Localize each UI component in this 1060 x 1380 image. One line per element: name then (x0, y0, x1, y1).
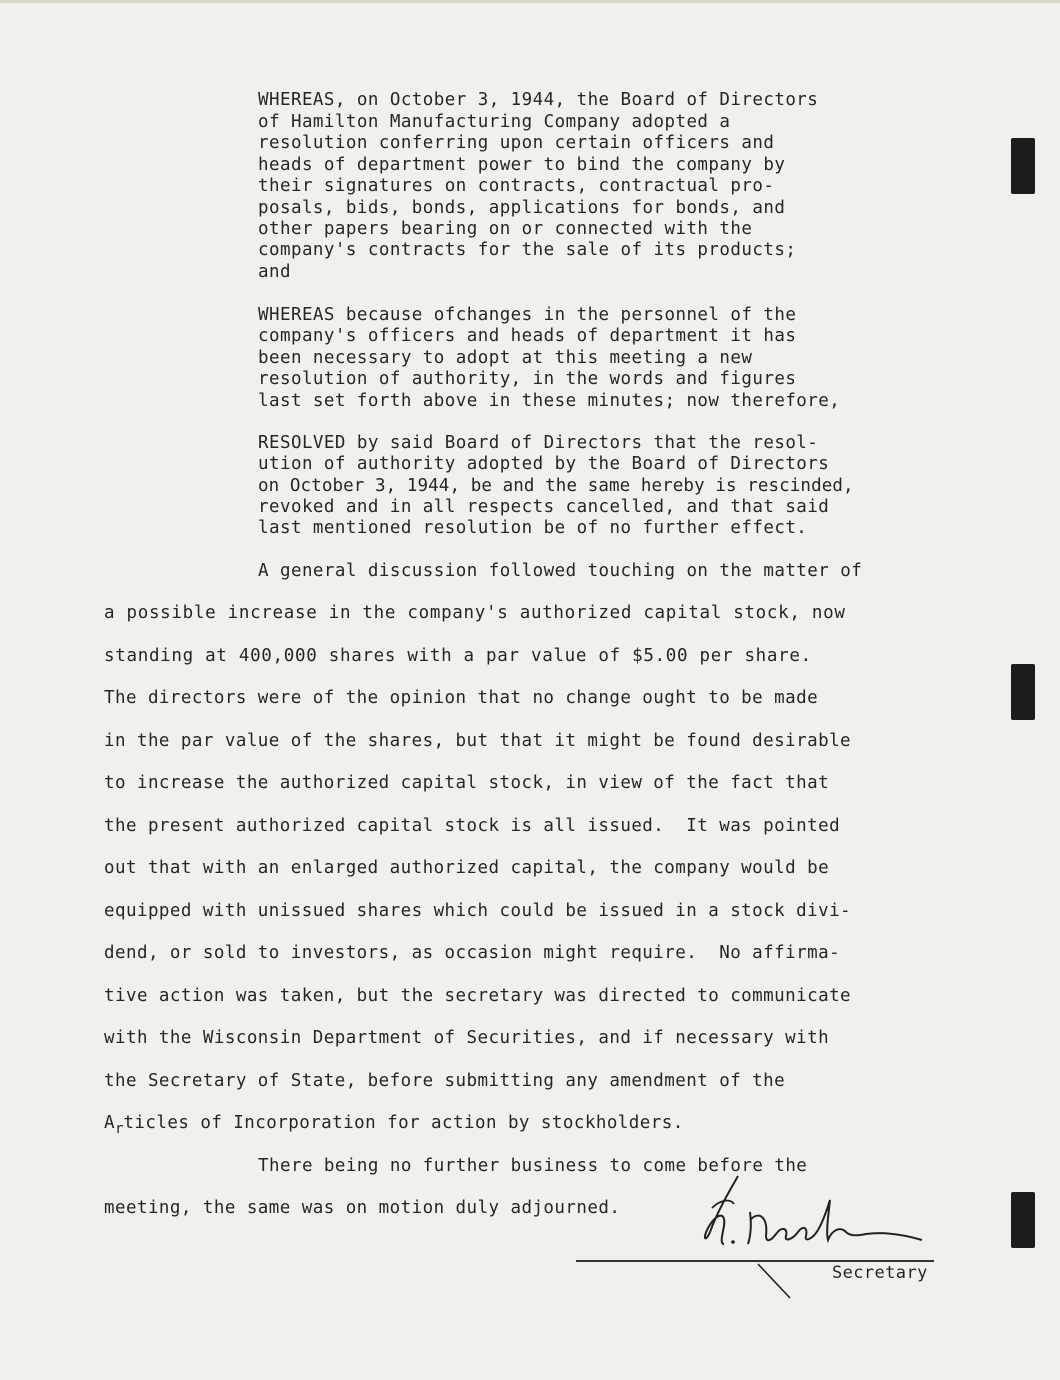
text-line: on October 3, 1944, be and the same hereby is rescinded, (258, 476, 854, 496)
text-line: been necessary to adopt at this meeting a new (258, 348, 753, 368)
margin-mark (1011, 1192, 1035, 1248)
text-line: A general discussion followed touching on the matter of (258, 561, 863, 581)
text-line: last set forth above in these minutes; now therefore, (258, 391, 841, 411)
text-line: RESOLVED by said Board of Directors that the resol- (258, 433, 819, 453)
text-line: WHEREAS, on October 3, 1944, the Board of Directors (258, 90, 819, 110)
text-line: standing at 400,000 shares with a par value of $5.00 per share. (104, 646, 812, 666)
margin-mark (1011, 664, 1035, 720)
typo-subscript: r (115, 1121, 124, 1137)
text-line: to increase the authorized capital stock, in view of the fact that (104, 773, 830, 793)
text-line: resolution of authority, in the words and figures (258, 369, 797, 389)
signature-line (576, 1260, 934, 1262)
text-line: posals, bids, bonds, applications for bonds, and (258, 198, 786, 218)
text-line: and (258, 262, 291, 282)
text-line: last mentioned resolution be of no further effect. (258, 518, 808, 538)
text-line: The directors were of the opinion that no change ought to be made (104, 688, 819, 708)
text-line: other papers bearing on or connected with the (258, 219, 753, 239)
text-fragment: A (104, 1113, 115, 1133)
text-line: with the Wisconsin Department of Securities, and if necessary with (104, 1028, 830, 1048)
text-line: heads of department power to bind the company by (258, 155, 786, 175)
secretary-signature (690, 1170, 950, 1310)
text-fragment: ticles of Incorporation for action by stockholders. (123, 1113, 684, 1133)
text-line: company's contracts for the sale of its products; (258, 240, 797, 260)
text-line: resolution conferring upon certain officers and (258, 133, 775, 153)
text-line (104, 1113, 684, 1137)
text-line: their signatures on contracts, contractual pro- (258, 176, 775, 196)
text-line: the present authorized capital stock is all issued. It was pointed (104, 816, 841, 836)
text-line: revoked and in all respects cancelled, and that said (258, 497, 830, 517)
secretary-label: Secretary (832, 1263, 928, 1283)
text-line: There being no further business to come before the (258, 1156, 808, 1176)
text-line: out that with an enlarged authorized capital, the company would be (104, 858, 830, 878)
text-line: WHEREAS because ofchanges in the personnel of the (258, 305, 797, 325)
margin-mark (1011, 138, 1035, 194)
text-line: ution of authority adopted by the Board of Directors (258, 454, 830, 474)
text-line: company's officers and heads of department it has (258, 326, 797, 346)
text-line: in the par value of the shares, but that it might be found desirable (104, 731, 852, 751)
text-line: a possible increase in the company's authorized capital stock, now (104, 603, 846, 623)
page-top-edge (0, 0, 1060, 3)
text-line: dend, or sold to investors, as occasion might require. No affirma- (104, 943, 841, 963)
text-line: equipped with unissued shares which could be issued in a stock divi- (104, 901, 852, 921)
text-line: of Hamilton Manufacturing Company adopted a (258, 112, 731, 132)
text-line: tive action was taken, but the secretary was directed to communicate (104, 986, 852, 1006)
text-line: the Secretary of State, before submitting any amendment of the (104, 1071, 786, 1091)
text-line: meeting, the same was on motion duly adjourned. (104, 1198, 621, 1218)
